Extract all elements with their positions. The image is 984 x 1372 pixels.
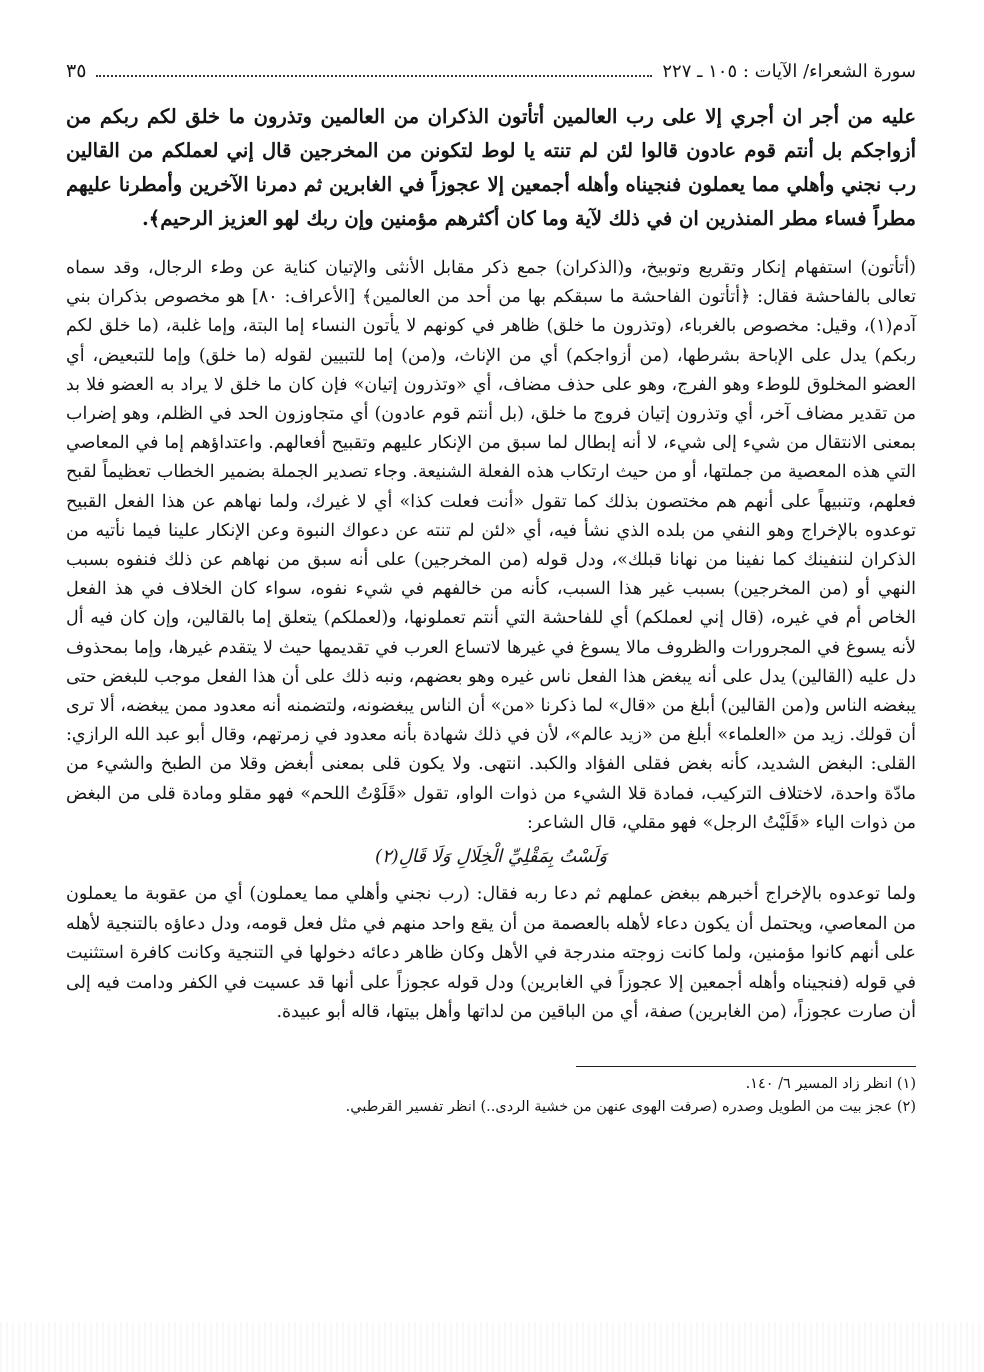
commentary-paragraph-1: (أتأتون) استفهام إنكار وتقريع وتوبيخ، و(الذكران) جمع ذكر مقابل الأنثى والإتيان كناية عن وطء الرجال، وقد سماه تعالى بالفاحشة فقال: ﴿أتأتون الفاحشة ما سبقكم بها من أحد من العالمين﴾ [الأعراف: ٨٠] هو مخصوص بذكران بني آدم(١)، وقيل: مخصوص بالغرباء، (وتذرون ما خلق) ظاهر في كونهم لا يأتون النساء إما البتة، وإما غلبة، (ما خلق لكم ربكم) يدل على الإباحة بشرطها، (من أزواجكم) أي من الإناث، و(من) إما للتبيين لقوله (ما خلق) وإما للتبعيض، أي العضو المخلوق للوطء وهو الفرج، وهو على حذف مضاف، أي «وتذرون إتيان» فإن كان ما خلق لا يراد به العضو فلا بد من تقدير مضاف آخر، أي وتذرون إتيان فروج ما خلق، (بل أنتم قوم عادون) أي متجاوزون الحد في الظلم، وهو إضراب بمعنى الانتقال من شيء إلى شيء، لا أنه إبطال لما سبق من الإنكار عليهم وتقبيح أفعالهم. واعتداؤهم إما في المعاصي التي هذه المعصية من جملتها، أو من حيث ارتكاب هذه الفعلة الشنيعة. وجاء تصدير الجملة بضمير الخطاب تعظيماً لقبح فعلهم، وتنبيهاً على أنهم هم مختصون بذلك كما تقول «أنت فعلت كذا» أي لا غيرك، ولما نهاهم عن هذا الفعل القبيح توعدوه بالإخراج وهو النفي من بلده الذي نشأ فيه، أي «لئن لم تنته عن دعواك النبوة وعن الإنكار علينا فيما نأتيه من الذكران لننفينك كما نفينا من نهانا قبلك»، ودل قوله (من المخرجين) على أنه سبق من نهاهم عن ذلك فنفوه بسبب النهي أو (من المخرجين) بسبب غير هذا السبب، كأنه من خالفهم في شيء نفوه، سواء كان الخلاف في هذ الفعل الخاص أم في غيره، (قال إني لعملكم) أي للفاحشة التي أنتم تعملونها، و(لعملكم) يتعلق إما بالقالين، وإن كان فيه أل لأنه يسوغ في المجرورات والظروف مالا يسوغ في غيرها لاتساع العرب في تقديمها حيث لا يتقدم غيرها، وإما بمحذوف دل عليه (القالين) يدل على أنه يبغض هذا الفعل ناس غيره وهو بعضهم، ونبه ذلك على أن هذا الفعل موجب للبغض حتى يبغضه الناس و(من القالين) أبلغ من «قال» لما ذكرنا «من» أن الناس يبغضونه، ولتضمنه أنه معدود ممن يبغضه، ألا ترى أن قولك. زيد من «العلماء» أبلغ من «زيد عالم»، لأن في ذلك شهادة بأنه معدود في زمرتهم، وقال أبو عبد الله الرازي: القلى: البغض الشديد، كأنه بغض فقلى الفؤاد والكبد. انتهى. ولا يكون قلى بمعنى أبغض وقلا من الطبخ والشيء من مادّة واحدة، لاختلاف التركيب، فمادة قلا الشيء من ذوات الواو، تقول «قَلَوْتُ اللحم» فهو مقلو ومادة قلى من البغض من ذوات الياء «قَلَيْتُ الرجل» فهو مقلي، قال الشاعر: <box>66 258 916 833</box>
footnotes <box>66 1073 916 1119</box>
dotted-leader <box>96 75 652 77</box>
footnote-1: (١) انظر زاد المسير ٦/ ١٤٠. <box>745 1075 916 1092</box>
footnote-divider <box>576 1066 916 1067</box>
running-header <box>66 60 916 90</box>
scan-noise <box>0 1322 984 1372</box>
surah-title: سورة الشعراء/ الآيات : ١٠٥ ـ ٢٢٧ <box>662 61 916 82</box>
page-number: ٣٥ <box>66 60 87 82</box>
commentary-paragraph-2: ولما توعدوه بالإخراج أخبرهم ببغض عملهم ثم دعا ربه فقال: (رب نجني وأهلي مما يعملون) أي من عقوبة ما يعملون من المعاصي، ويحتمل أن يكون دعاء لأهله بالعصمة من أن يقع واحد منهم في مثل فعل قومه، ودل دعاؤه بالتنجية لأهله على أنهم كانوا مؤمنين، ولما كانت زوجته مندرجة في الأهل وكان ظاهر دعائه دخولها في التنجية وكانت كافرة استثنيت في قوله (فنجيناه وأهله أجمعين إلا عجوزاً في الغابرين) ودل قوله عجوزاً على أنها قد عسيت في الكفر ودامت فيه إلى أن صارت عجوزاً، (من الغابرين) صفة، أي من الباقين من لداتها وأهل بيتها، قاله أبو عبيدة. <box>66 884 916 1023</box>
poem-verse: وَلَسْتُ بِمَقْلِيِّ الْخِلَالِ وَلَا قَالِ(٢) <box>374 846 608 868</box>
footnote-2: (٢) عجز بيت من الطويل وصدره (صرفت الهوى عنهن من خشية الردى..) انظر تفسير القرطبي. <box>345 1098 916 1115</box>
quran-verse-text: عليه من أجر ان أجري إلا على رب العالمين أتأتون الذكران من العالمين وتذرون ما خلق لكم ربكم من أزواجكم بل أنتم قوم عادون قالوا لئن لم تنته يا لوط لتكونن من المخرجين قال إني لعملكم من القالين رب نجني وأهلي مما يعملون فنجيناه وأهله أجمعين إلا عجوزاً في الغابرين ثم دمرنا الآخرين وأمطرنا عليهم مطراً فساء مطر المنذرين ان في ذلك لآية وما كان أكثرهم مؤمنين وإن ربك لهو العزيز الرحيم﴾. <box>66 105 916 230</box>
